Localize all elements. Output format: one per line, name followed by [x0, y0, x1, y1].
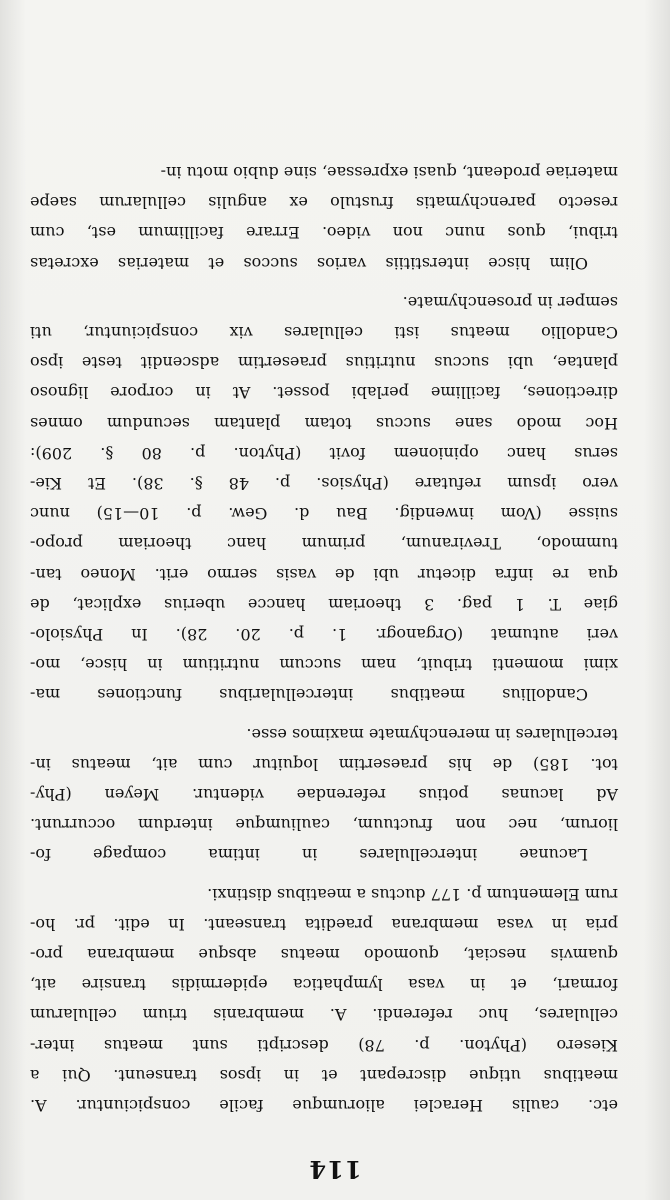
paragraph — [30, 878, 618, 1120]
paragraph — [30, 287, 618, 710]
text-line: directiones, facillime perlabi posset. At in corpore lignoso — [30, 383, 618, 403]
text-line: ximi momenti tribuit, nam succum nutritium in hisce, mo- — [30, 655, 618, 675]
text-line: semper in prosenchymate. — [402, 292, 618, 312]
text-line: tummodo, Treviranum, primum hanc theoriam propo- — [30, 534, 618, 554]
text-line: Candollio meatus isti cellulares vix conspiciuntur, uti — [30, 322, 618, 342]
text-line: formari, et in vasa lymphatica epidermidis transire ait, — [30, 975, 618, 995]
paragraph — [30, 718, 618, 869]
text-line: plantae, ubi succus nutritius praesertim adscendit teste ipso — [30, 353, 618, 373]
text-line: materiae prodeant, quasi expressae, sine dubio motu in- — [160, 162, 618, 182]
text-line: etc. caulis Heraclei aliorumque facile conspiciuntur. A. — [30, 1096, 618, 1115]
text-line: liorum, nec non fructuum, cauliumque interdum occurrunt. — [30, 815, 618, 835]
text-line: giae T. 1 pag. 3 theoriam hancce uberius explicat, de — [30, 594, 618, 614]
text-line: Olim hisce interstitiis varios succos et materias excretas — [30, 253, 588, 273]
body-text — [30, 148, 618, 1120]
text-line: resecto parenchymatis frustulo ex angulis cellularum saepe — [30, 193, 618, 213]
text-line: tribui, quos nunc non video. Errare facillimum est, cum — [30, 223, 618, 243]
text-line: quamvis nesciat, quomodo meatus absque membrana pro- — [30, 944, 618, 964]
text-line: pria in vasa membrana praedita transeant. In edit. pr. ho- — [30, 914, 618, 934]
paragraph — [30, 157, 618, 278]
text-line: Candollius meatibus intercellularibus functiones ma- — [30, 685, 588, 705]
text-line: vero ipsum refutare (Physios. p. 48 §. 38). Et Kie- — [30, 473, 618, 493]
text-line: suisse (Vom inwendig. Bau d. Gew. p. 10—15) nunc — [30, 504, 618, 524]
text-line: tot. 185) de his praesertim loquitur cum ait, meatus in- — [30, 754, 618, 774]
text-line: meatibus utique discrepant et in ipsos transeunt. Qui a — [30, 1065, 618, 1085]
text-line: qua re infra dicetur ubi de vasis sermo erit. Moneo tan- — [30, 564, 618, 584]
text-line: Ad lacunas potius referendae videntur. Meyen (Phy- — [30, 784, 618, 804]
page-number: 114 — [308, 1155, 362, 1184]
text-line: Lacunae intercellulares in intima compage fo- — [30, 845, 588, 865]
text-line: tercellulares in merenchymate maximos esse. — [246, 724, 618, 744]
text-line: Kiesero (Phyton. p. 78) descripti sunt meatus inter- — [30, 1035, 618, 1055]
text-line: rum Elementum p. 177 ductus a meatibus distinxi. — [207, 884, 618, 904]
text-line: Hoc modo sane succus totam plantam secundum omnes — [30, 413, 618, 433]
text-line: veri autumat (Organogr. 1. p. 20. 28). In Physiolo- — [30, 624, 618, 644]
text-line: serus hanc opinionem fovit (Phyton. p. 80 §. 209): — [30, 443, 618, 463]
text-line: cellulares, huc referendi. A. membranis trium cellularum — [30, 1005, 618, 1025]
